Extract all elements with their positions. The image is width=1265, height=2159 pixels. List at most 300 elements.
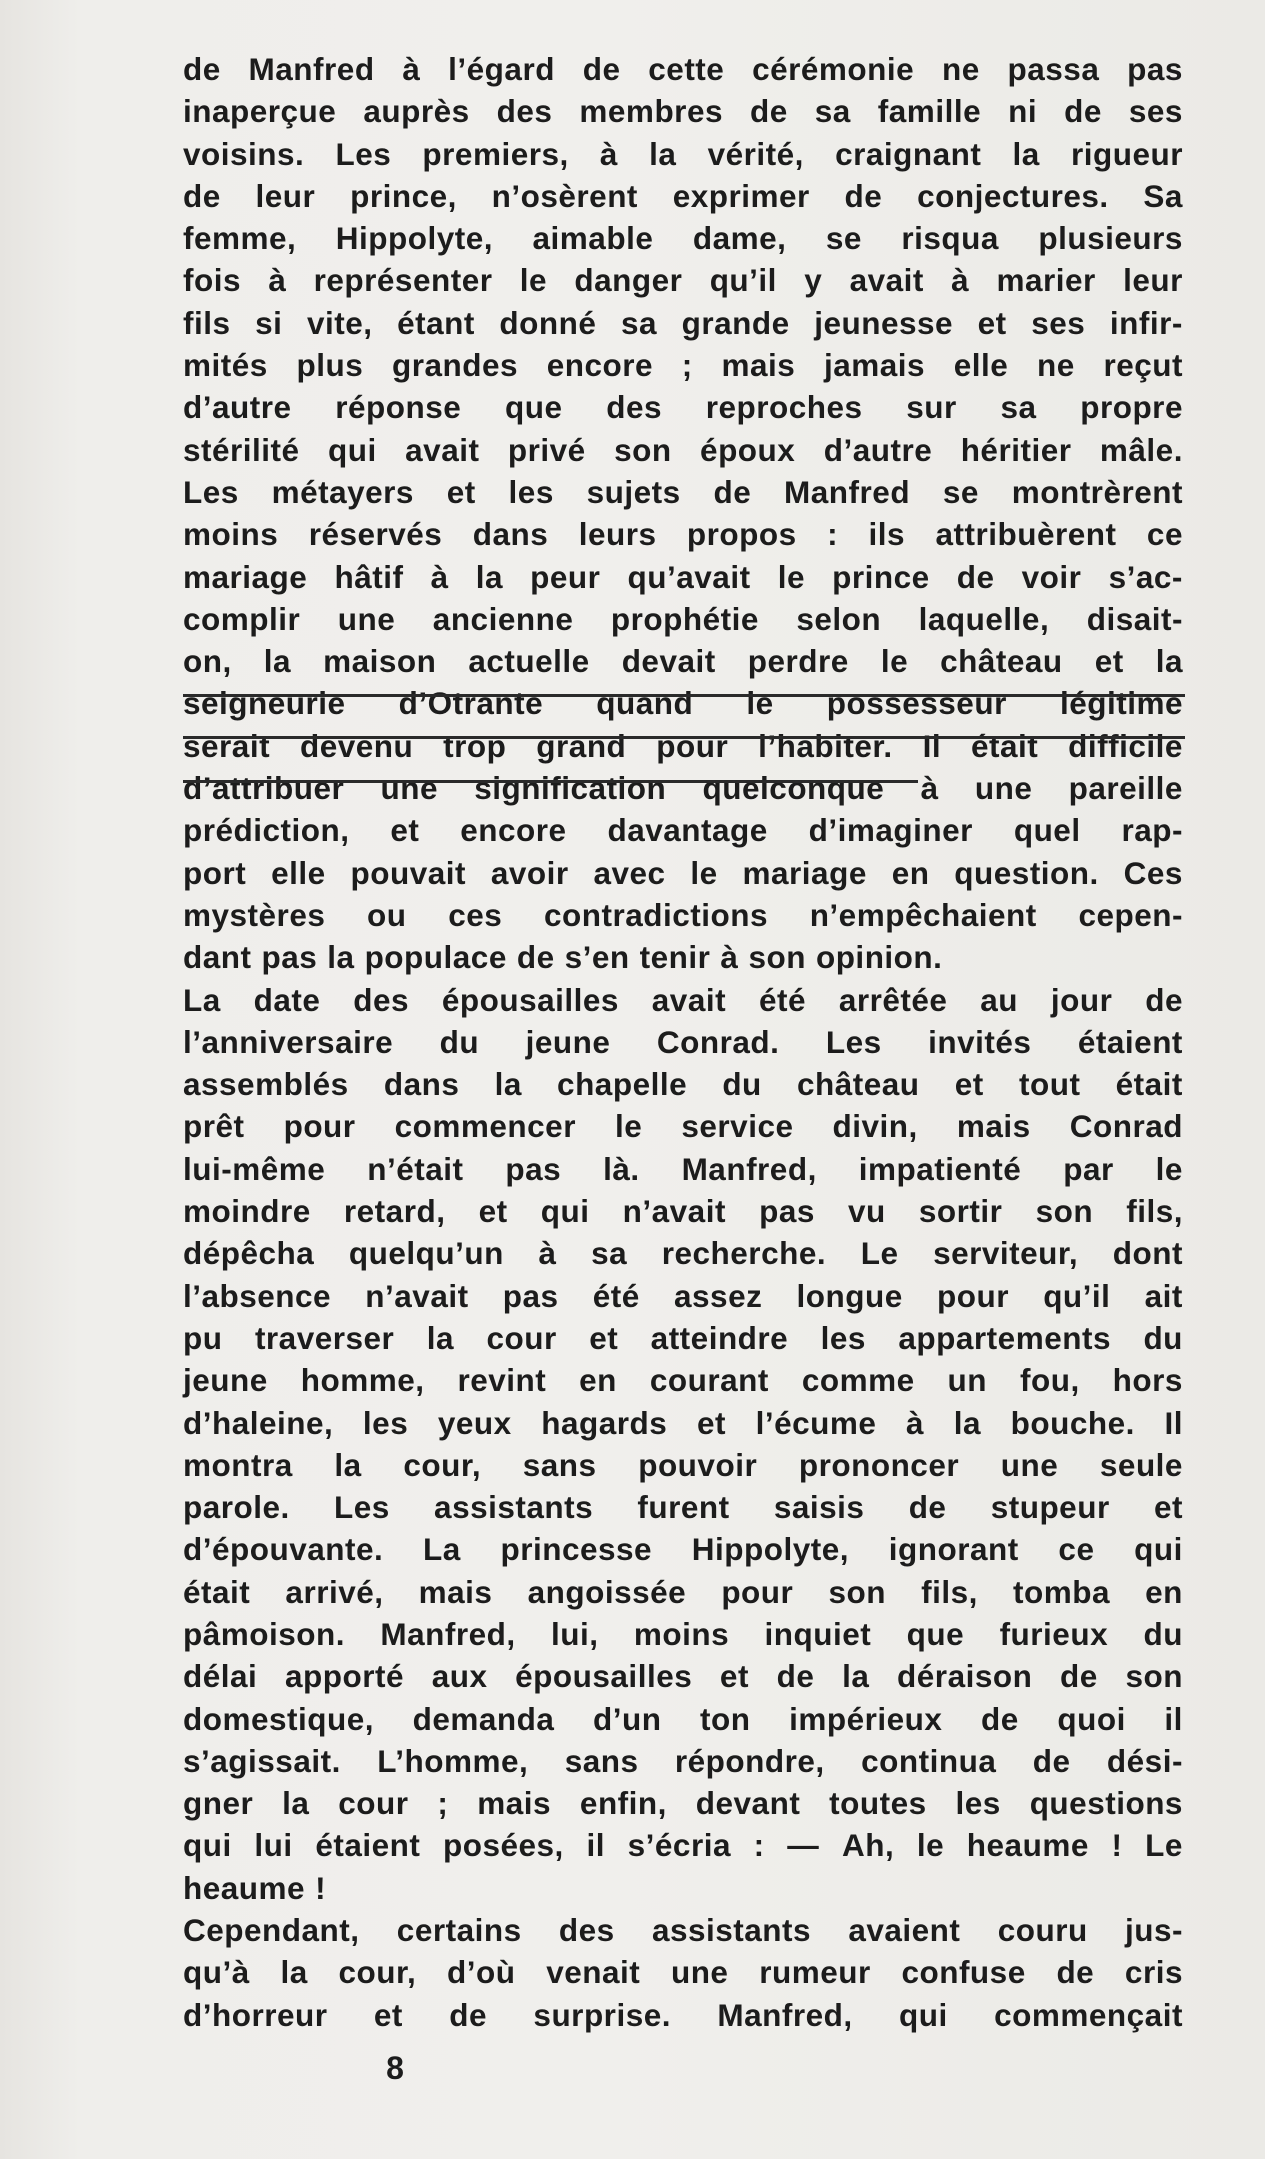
word: selon [796, 600, 882, 637]
word: à [720, 939, 739, 976]
text-line [183, 1317, 1183, 1359]
word: qui [327, 431, 377, 468]
word: cris [1124, 1954, 1183, 1991]
word: impatienté [858, 1150, 1022, 1187]
word: d’autre [183, 389, 292, 426]
word: et [1153, 1489, 1183, 1526]
word: s’agissait. [183, 1742, 341, 1779]
word: gner [183, 1785, 254, 1822]
word: propre [1080, 389, 1183, 426]
word: hors [1112, 1362, 1183, 1399]
word: mais [418, 1573, 493, 1610]
word: comme [801, 1362, 915, 1399]
word: d’Otrante [398, 685, 544, 722]
text-line [183, 175, 1183, 217]
word: reçut [1103, 347, 1183, 384]
word: famille [877, 93, 982, 130]
word: y [804, 262, 823, 299]
word: dans [383, 1066, 460, 1103]
word: elle [953, 347, 1009, 384]
word: craignant [835, 135, 982, 172]
text-line [183, 1190, 1183, 1232]
word: prononcer [798, 1446, 960, 1483]
word: et [478, 1193, 508, 1230]
text-line [183, 1782, 1183, 1824]
word: longue [796, 1277, 903, 1314]
word: déraison [897, 1658, 1033, 1695]
text-line [183, 1063, 1183, 1105]
word: quoi [1057, 1700, 1126, 1737]
word: à [430, 558, 449, 595]
word: enfin, [579, 1785, 667, 1822]
word: heaume [966, 1827, 1089, 1864]
text-line [183, 1232, 1183, 1274]
word: vite, [306, 304, 373, 341]
word: venait [546, 1954, 641, 1991]
word: disait- [1086, 600, 1183, 637]
word: n’osèrent [491, 177, 638, 214]
word: pour [283, 1108, 356, 1145]
word: ses [1031, 304, 1086, 341]
word: voir [1021, 558, 1082, 595]
word: d’où [446, 1954, 516, 1991]
word: le [615, 1108, 643, 1145]
word: arrivé, [285, 1573, 384, 1610]
word: et [1094, 643, 1124, 680]
word: le [1155, 1150, 1183, 1187]
word: rap- [1121, 812, 1183, 849]
word: été [592, 1277, 640, 1314]
word: dépêcha [183, 1235, 315, 1272]
word: était [183, 1573, 251, 1610]
text-line [183, 344, 1183, 386]
word: ait [1144, 1277, 1183, 1314]
word: inaperçue [183, 93, 337, 130]
word: de [1145, 981, 1183, 1018]
word: était [1115, 1066, 1183, 1103]
word: plusieurs [1038, 220, 1183, 257]
word: voisins. [183, 135, 305, 172]
text-line [183, 90, 1183, 132]
word: propos [686, 516, 797, 553]
word: été [758, 981, 806, 1018]
word: pas [261, 939, 318, 976]
text-line [183, 1994, 1183, 2036]
word: et [446, 473, 476, 510]
word: Ah, [841, 1827, 895, 1864]
word: angoissée [527, 1573, 687, 1610]
word: mariage [183, 558, 308, 595]
word: de [844, 177, 883, 214]
word: encore [546, 347, 654, 384]
word: invités [928, 1023, 1032, 1060]
word: ces [448, 896, 503, 933]
word: mais [956, 1108, 1031, 1145]
word: confuse [901, 1954, 1026, 1991]
word: homme, [300, 1362, 425, 1399]
word: Manfred, [681, 1150, 817, 1187]
word: étaient [1077, 1023, 1183, 1060]
word: dési- [1106, 1742, 1183, 1779]
word: inquiet [764, 1615, 872, 1652]
word: Sa [1143, 177, 1183, 214]
word: et [390, 812, 420, 849]
word: du [439, 1023, 480, 1060]
word: sa [620, 304, 658, 341]
text-line [183, 1951, 1183, 1993]
text-line [183, 1698, 1183, 1740]
word: du [1143, 1319, 1183, 1356]
word: furent [637, 1489, 730, 1526]
word: perdre [747, 643, 849, 680]
word: assistants [434, 1489, 594, 1526]
word: métayers [271, 473, 414, 510]
text-line [183, 809, 1183, 851]
word: qui [899, 1996, 948, 2033]
word: dant [183, 939, 252, 976]
text-line [183, 1613, 1183, 1655]
word: d’épouvante. [183, 1531, 384, 1568]
word: jus- [1124, 1912, 1183, 1949]
word: et [373, 1996, 403, 2033]
word: que [504, 389, 563, 426]
text-line [183, 556, 1183, 598]
word: courant [649, 1362, 769, 1399]
word: prince, [350, 177, 457, 214]
word: Manfred [784, 473, 911, 510]
word: donné [499, 304, 597, 341]
word: d’attribuer [183, 770, 345, 807]
word: de [183, 51, 221, 87]
word: apporté [284, 1658, 404, 1695]
word: au [980, 981, 1019, 1018]
word: la [263, 643, 292, 680]
word: montra [183, 1446, 293, 1483]
word: fils, [921, 1573, 978, 1610]
word: si [255, 304, 283, 341]
word: tomba [1013, 1573, 1110, 1610]
word: qui [1134, 1531, 1183, 1568]
word: à [538, 1235, 557, 1272]
word: l’anniversaire [183, 1023, 394, 1060]
word: La [183, 981, 221, 1018]
word: leur [255, 177, 316, 214]
word: port [183, 854, 247, 891]
word: aimable [532, 220, 654, 257]
word: traverser [254, 1319, 395, 1356]
word: les [508, 473, 554, 510]
word: avec [593, 854, 666, 891]
word: rigueur [1070, 135, 1183, 172]
word: représenter [313, 262, 493, 299]
word: chapelle [557, 1066, 688, 1103]
word: pâmoison. [183, 1615, 346, 1652]
word: L’homme, [377, 1742, 529, 1779]
word: délai [183, 1658, 258, 1695]
word: elle [271, 854, 326, 891]
word: seule [1099, 1446, 1183, 1483]
word: se [825, 220, 862, 257]
word: château [940, 643, 1063, 680]
word: d’haleine, [183, 1404, 334, 1441]
word: risqua [901, 220, 999, 257]
word: à [599, 135, 618, 172]
word: jeunesse [814, 304, 954, 341]
word: sujets [586, 473, 681, 510]
word: avaient [848, 1912, 961, 1949]
word: avait [405, 431, 480, 468]
word: populace [364, 939, 507, 976]
word: aux [431, 1658, 488, 1695]
word: à [951, 262, 970, 299]
text-line [183, 1148, 1183, 1190]
word: épousailles [441, 981, 619, 1018]
word: sa [1000, 389, 1037, 426]
word: qu’avait [627, 558, 751, 595]
word: moins [183, 516, 279, 553]
word: du [722, 1066, 762, 1103]
word: exprimer [672, 177, 810, 214]
word: là. [603, 1150, 640, 1187]
word: la [649, 135, 677, 172]
word: pu [183, 1319, 223, 1356]
word: plus [296, 347, 364, 384]
text-line [183, 1740, 1183, 1782]
word: pour [656, 727, 729, 764]
word: pouvoir [638, 1446, 758, 1483]
word: service [681, 1108, 794, 1145]
text-line [183, 1021, 1183, 1063]
word: le [916, 1827, 945, 1864]
word: de [582, 51, 621, 87]
word: de [1032, 1742, 1071, 1779]
word: grand [536, 727, 627, 764]
word: la [280, 1954, 308, 1991]
word: ses [1128, 93, 1183, 130]
word: grandes [391, 347, 519, 384]
word: pas [502, 1277, 559, 1314]
word: cour, [403, 1446, 482, 1483]
text-line [183, 259, 1183, 301]
word: mariage [742, 854, 867, 891]
word: Les [334, 1489, 390, 1526]
word: qu’il [1043, 1277, 1111, 1314]
text-line [183, 598, 1183, 640]
word: dans [472, 516, 549, 553]
text-line [183, 1655, 1183, 1697]
word: n’avait [365, 1277, 469, 1314]
word: les [362, 1404, 409, 1441]
word: était [970, 727, 1039, 764]
word: La [422, 1531, 461, 1568]
text-line [183, 48, 1183, 90]
text-line [183, 767, 1183, 809]
word: fou, [1019, 1362, 1080, 1399]
word: château [797, 1066, 920, 1103]
text-line [183, 1402, 1183, 1444]
word: parole. [183, 1489, 290, 1526]
word: étaient [315, 1827, 421, 1864]
word: de [449, 1996, 488, 2033]
word: la [426, 1319, 455, 1356]
word: d’un [592, 1700, 662, 1737]
word: les [820, 1319, 866, 1356]
word: femme, [183, 220, 297, 257]
word: ni [1008, 93, 1038, 130]
word: marier [996, 262, 1096, 299]
word: yeux [437, 1404, 512, 1441]
word: une [670, 1954, 729, 1991]
word: continua [861, 1742, 997, 1779]
word: reproches [705, 389, 863, 426]
word: mais [721, 347, 796, 384]
word: jeune [525, 1023, 611, 1060]
word: répondre, [674, 1742, 825, 1779]
word: la [334, 1446, 362, 1483]
text-line [183, 1571, 1183, 1613]
word: signification [474, 770, 667, 807]
word: ne [1036, 347, 1075, 384]
word: impérieux [789, 1700, 943, 1737]
word: il [586, 1827, 605, 1864]
word: étant [397, 304, 475, 341]
word: son [748, 939, 806, 976]
word: Il [922, 727, 942, 764]
word: de [516, 939, 555, 976]
word: et [719, 1658, 749, 1695]
word: de [956, 558, 995, 595]
word: et [696, 1404, 726, 1441]
word: Le [1145, 1827, 1183, 1864]
word: mystères [183, 896, 326, 933]
text-line [183, 386, 1183, 428]
text-line [183, 1528, 1183, 1570]
word: cepen- [1078, 896, 1183, 933]
word: réponse [335, 389, 462, 426]
word: qui [540, 1193, 590, 1230]
word: tenir [639, 939, 711, 976]
word: la [494, 1066, 522, 1103]
text-line [183, 471, 1183, 513]
word: fois [183, 262, 242, 299]
text-line [183, 894, 1183, 936]
word: il [1164, 1700, 1183, 1737]
word: auprès [363, 93, 470, 130]
word: serait [183, 727, 271, 764]
page-number: 8 [386, 2050, 404, 2086]
word: quand [596, 685, 694, 722]
word: prédiction, [183, 812, 350, 849]
word: Hippolyte, [691, 1531, 850, 1568]
word: tout [1018, 1066, 1081, 1103]
word: en [891, 854, 930, 891]
word: difficile [1068, 727, 1183, 764]
word: se [942, 473, 979, 510]
text-line [183, 217, 1183, 259]
word: Le [860, 1235, 899, 1272]
word: de [1060, 1658, 1098, 1695]
word: privé [507, 431, 586, 468]
word: légitime [1059, 685, 1183, 722]
word: n’était [367, 1150, 464, 1187]
word: arrêtée [838, 981, 948, 1018]
word: actuelle [468, 643, 590, 680]
word: quel [1013, 812, 1081, 849]
word: de [713, 473, 752, 510]
word: complir [183, 600, 301, 637]
text-line [183, 1444, 1183, 1486]
word: bouche. [1010, 1404, 1135, 1441]
word: quelqu’un [348, 1235, 504, 1272]
word: atteindre [650, 1319, 789, 1356]
word: assez [674, 1277, 763, 1314]
word: à [906, 1404, 925, 1441]
word: jamais [823, 347, 926, 384]
word: hâtif [334, 558, 404, 595]
word: réservés [308, 516, 443, 553]
word: prophétie [610, 600, 759, 637]
word: avoir [490, 854, 569, 891]
word: moindre [183, 1193, 311, 1230]
word: cour [486, 1319, 557, 1356]
word: infir- [1109, 304, 1183, 341]
word: fils, [1126, 1193, 1183, 1230]
word: heaume [183, 1869, 306, 1906]
word: Ces [1123, 854, 1183, 891]
word: — [787, 1827, 820, 1864]
word: d’autre [823, 431, 933, 468]
text-line [183, 682, 1183, 724]
text-line [183, 1105, 1183, 1147]
word: à [268, 262, 287, 299]
word: de [981, 1700, 1019, 1737]
word: sans [564, 1742, 639, 1779]
word: des [496, 93, 553, 130]
word: sa [814, 93, 851, 130]
word: Manfred, [380, 1615, 516, 1652]
text-line [183, 852, 1183, 894]
word: une [380, 770, 439, 807]
word: Les [183, 473, 239, 510]
word: sur [906, 389, 957, 426]
word: leurs [578, 516, 657, 553]
text-line [183, 725, 1183, 767]
word: d’imaginer [808, 812, 973, 849]
word: en [1145, 1573, 1183, 1610]
word: ton [700, 1700, 751, 1737]
word: mâle. [1099, 431, 1183, 468]
word: dame, [692, 220, 787, 257]
word: la [1012, 135, 1040, 172]
word: sans [522, 1446, 597, 1483]
word: on, [183, 643, 232, 680]
text-line [183, 1486, 1183, 1528]
word: Les [825, 1023, 882, 1060]
word: grande [681, 304, 790, 341]
word: qui [183, 1827, 232, 1864]
word: vérité, [707, 135, 804, 172]
word: un [947, 1362, 988, 1399]
word: et [954, 1066, 984, 1103]
word: divin, [832, 1108, 918, 1145]
word: danger [574, 262, 683, 299]
word: devait [621, 643, 716, 680]
word: à [402, 51, 421, 87]
word: rumeur [759, 1954, 871, 1991]
word: davantage [607, 812, 768, 849]
word: qu’à [183, 1954, 250, 1991]
word: contradictions [543, 896, 768, 933]
